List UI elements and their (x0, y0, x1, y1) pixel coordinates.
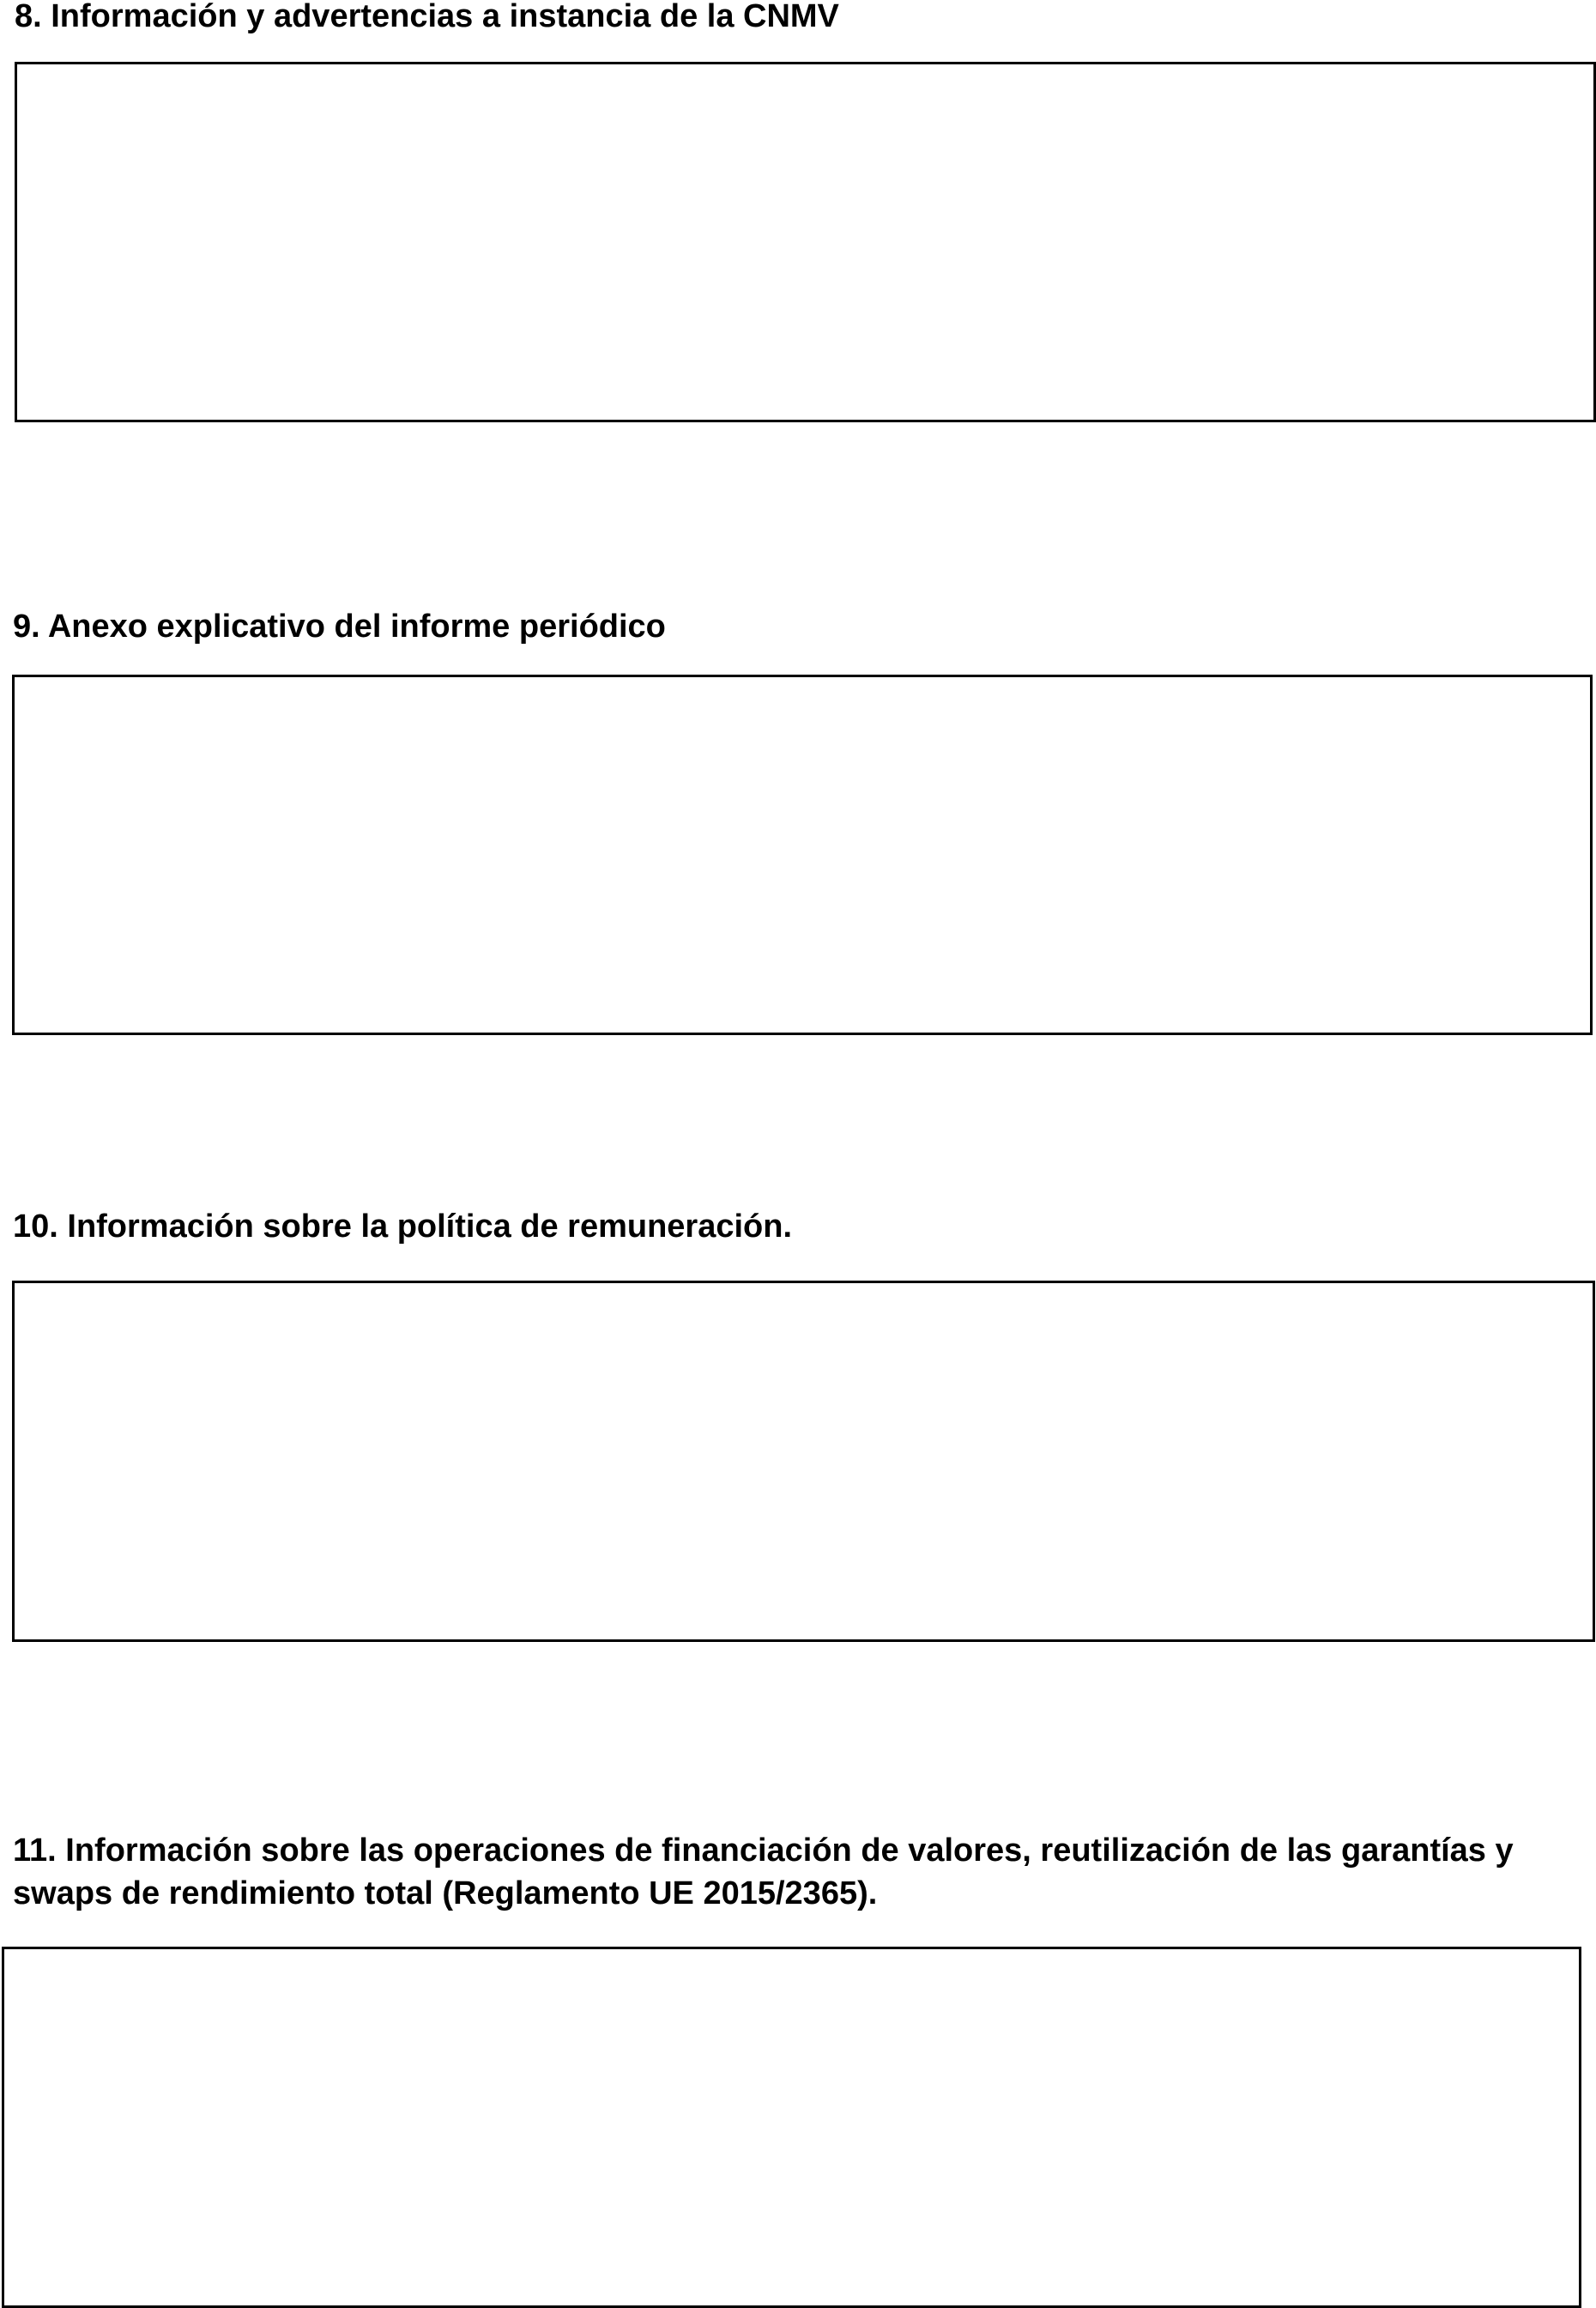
section-10-heading: 10. Información sobre la política de remuneración. (13, 1209, 793, 1245)
section-11-heading (13, 1829, 1557, 1915)
section-11-heading-line-2: swaps de rendimiento total (Reglamento UE 2015/2365). (13, 1875, 878, 1911)
section-9-heading: 9. Anexo explicativo del informe periódico (13, 609, 666, 645)
section-9-content-box (12, 675, 1593, 1035)
section-10-content-box (12, 1281, 1595, 1642)
section-8-content-box (15, 62, 1596, 422)
section-11-heading-line-1: 11. Información sobre las operaciones de financiación de valores, reutilización de las garantías y (13, 1832, 1514, 1869)
section-11-content-box (2, 1947, 1581, 2308)
section-8-heading: 8. Información y advertencias a instancia de la CNMV (15, 0, 839, 34)
